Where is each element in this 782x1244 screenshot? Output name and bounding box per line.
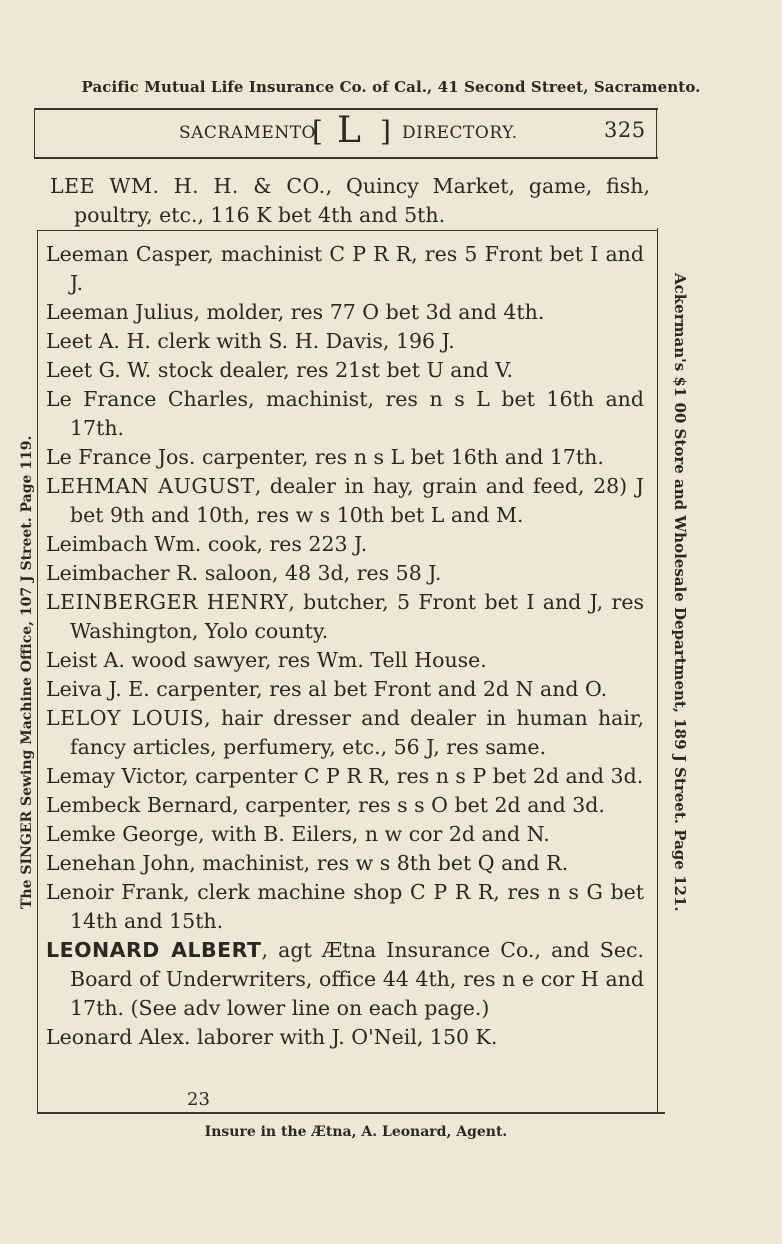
entry-name: Leeman Julius bbox=[46, 300, 194, 324]
header-bracket-close: ] bbox=[380, 115, 392, 148]
header-bottom-rule bbox=[34, 157, 658, 159]
entry-name: LEONARD ALBERT bbox=[46, 938, 262, 962]
list-item bbox=[46, 298, 644, 327]
entry-name: Leimbacher R. bbox=[46, 561, 199, 585]
entry-name: Lenehan John bbox=[46, 851, 190, 875]
entry-name: LEINBERGER HENRY bbox=[46, 590, 289, 614]
entry-text: , dealer in hay, grain and feed, 28) J bet 9th and 10th, res w s 10th bet L and M. bbox=[70, 474, 644, 527]
list-item bbox=[46, 936, 644, 1023]
page-header bbox=[34, 110, 658, 156]
entry-text: carpenter, res al bet Front and 2d N and O. bbox=[149, 677, 608, 701]
entry-text: , machinist C P R R, res 5 Front bet I and J. bbox=[70, 242, 644, 295]
entry-text: stock dealer, res 21st bet U and V. bbox=[151, 358, 514, 382]
entry-text: , Quincy Market, game, fish, poultry, etc., 116 K bet 4th and 5th. bbox=[74, 174, 651, 227]
entry-name: Leonard Alex. bbox=[46, 1025, 191, 1049]
list-item bbox=[46, 356, 644, 385]
entry-name: Lenoir Frank bbox=[46, 880, 184, 904]
entry-name: LEE WM. H. H. & CO. bbox=[50, 174, 326, 198]
list-item bbox=[46, 820, 644, 849]
list-item bbox=[46, 878, 644, 936]
top-advertisement: Pacific Mutual Life Insurance Co. of Cal., 41 Second Street, Sacramento. bbox=[81, 78, 701, 96]
list-item bbox=[46, 675, 644, 704]
entry-text: , machinist, res w s 8th bet Q and R. bbox=[189, 851, 569, 875]
signature-number: 23 bbox=[187, 1089, 210, 1110]
list-item bbox=[46, 385, 644, 443]
list-item bbox=[46, 791, 644, 820]
entry-text: laborer with J. O'Neil, 150 K. bbox=[190, 1025, 498, 1049]
list-item bbox=[46, 704, 644, 762]
entry-text: , butcher, 5 Front bet I and J, res Washington, Yolo county. bbox=[70, 590, 644, 643]
list-item bbox=[46, 849, 644, 878]
entry-name: Lemke George bbox=[46, 822, 199, 846]
body-left-rule bbox=[37, 230, 38, 1114]
entry-text: , molder, res 77 O bet 3d and 4th. bbox=[193, 300, 545, 324]
entry-name: Lemay Victor bbox=[46, 764, 183, 788]
entry-name: Leet G. W. bbox=[46, 358, 152, 382]
entry-name: Leist A. bbox=[46, 648, 125, 672]
list-item bbox=[46, 646, 644, 675]
list-item bbox=[46, 443, 644, 472]
entry-text: , clerk machine shop C P R R, res n s G bet 14th and 15th. bbox=[70, 880, 644, 933]
header-city: SACRAMENTO bbox=[179, 123, 316, 143]
body-bottom-rule bbox=[37, 1112, 665, 1114]
entry-name: Leiva J. E. bbox=[46, 677, 150, 701]
entry-name: Le France Charles bbox=[46, 387, 248, 411]
right-margin-advertisement: Ackerman's $1 00 Store and Wholesale Department, 189 J Street. Page 121. bbox=[671, 273, 689, 912]
list-item bbox=[46, 1023, 644, 1052]
entry-text: wood sawyer, res Wm. Tell House. bbox=[124, 648, 487, 672]
body-right-rule bbox=[657, 228, 658, 1112]
list-item bbox=[46, 240, 644, 298]
directory-entries bbox=[46, 240, 644, 1052]
header-section-letter: L bbox=[337, 110, 362, 151]
entry-text: , carpenter C P R R, res n s P bet 2d and 3d. bbox=[182, 764, 644, 788]
list-item bbox=[46, 472, 644, 530]
list-item bbox=[46, 588, 644, 646]
entry-name: Le France Jos. bbox=[46, 445, 196, 469]
entry-text: , hair dresser and dealer in human hair, fancy articles, perfumery, etc., 56 J, res same. bbox=[70, 706, 644, 759]
entry-text: clerk with S. H. Davis, 196 J. bbox=[150, 329, 455, 353]
list-item bbox=[46, 327, 644, 356]
entry-text: carpenter, res n s L bet 16th and 17th. bbox=[195, 445, 604, 469]
entry-text: , with B. Eilers, n w cor 2d and N. bbox=[198, 822, 550, 846]
entry-name: Lembeck Bernard bbox=[46, 793, 233, 817]
header-directory: DIRECTORY. bbox=[402, 123, 518, 143]
entry-name: Leeman Casper bbox=[46, 242, 208, 266]
bottom-advertisement: Insure in the Ætna, A. Leonard, Agent. bbox=[204, 1124, 508, 1140]
list-item bbox=[46, 530, 644, 559]
entry-text: , carpenter, res s s O bet 2d and 3d. bbox=[232, 793, 605, 817]
entry-name: LELOY LOUIS bbox=[46, 706, 205, 730]
list-item bbox=[46, 559, 644, 588]
header-bracket-open: [ bbox=[312, 115, 324, 148]
featured-entry bbox=[50, 172, 650, 230]
entry-text: , machinist, res n s L bet 16th and 17th. bbox=[70, 387, 644, 440]
list-item bbox=[46, 762, 644, 791]
entry-text: saloon, 48 3d, res 58 J. bbox=[198, 561, 442, 585]
entry-name: Leet A. H. bbox=[46, 329, 151, 353]
entry-name: Leimbach Wm. bbox=[46, 532, 202, 556]
header-page-number: 325 bbox=[604, 118, 646, 142]
body-top-rule bbox=[37, 230, 657, 231]
entry-text: cook, res 223 J. bbox=[201, 532, 368, 556]
left-margin-advertisement: The SINGER Sewing Machine Office, 107 J Street. Page 119. bbox=[19, 435, 35, 909]
entry-name: LEHMAN AUGUST bbox=[46, 474, 255, 498]
entry-text: , agt Ætna Insurance Co., and Sec. Board of Underwriters, office 44 4th, res n e cor H and 17th. (See adv lower line on each page.) bbox=[70, 938, 644, 1020]
